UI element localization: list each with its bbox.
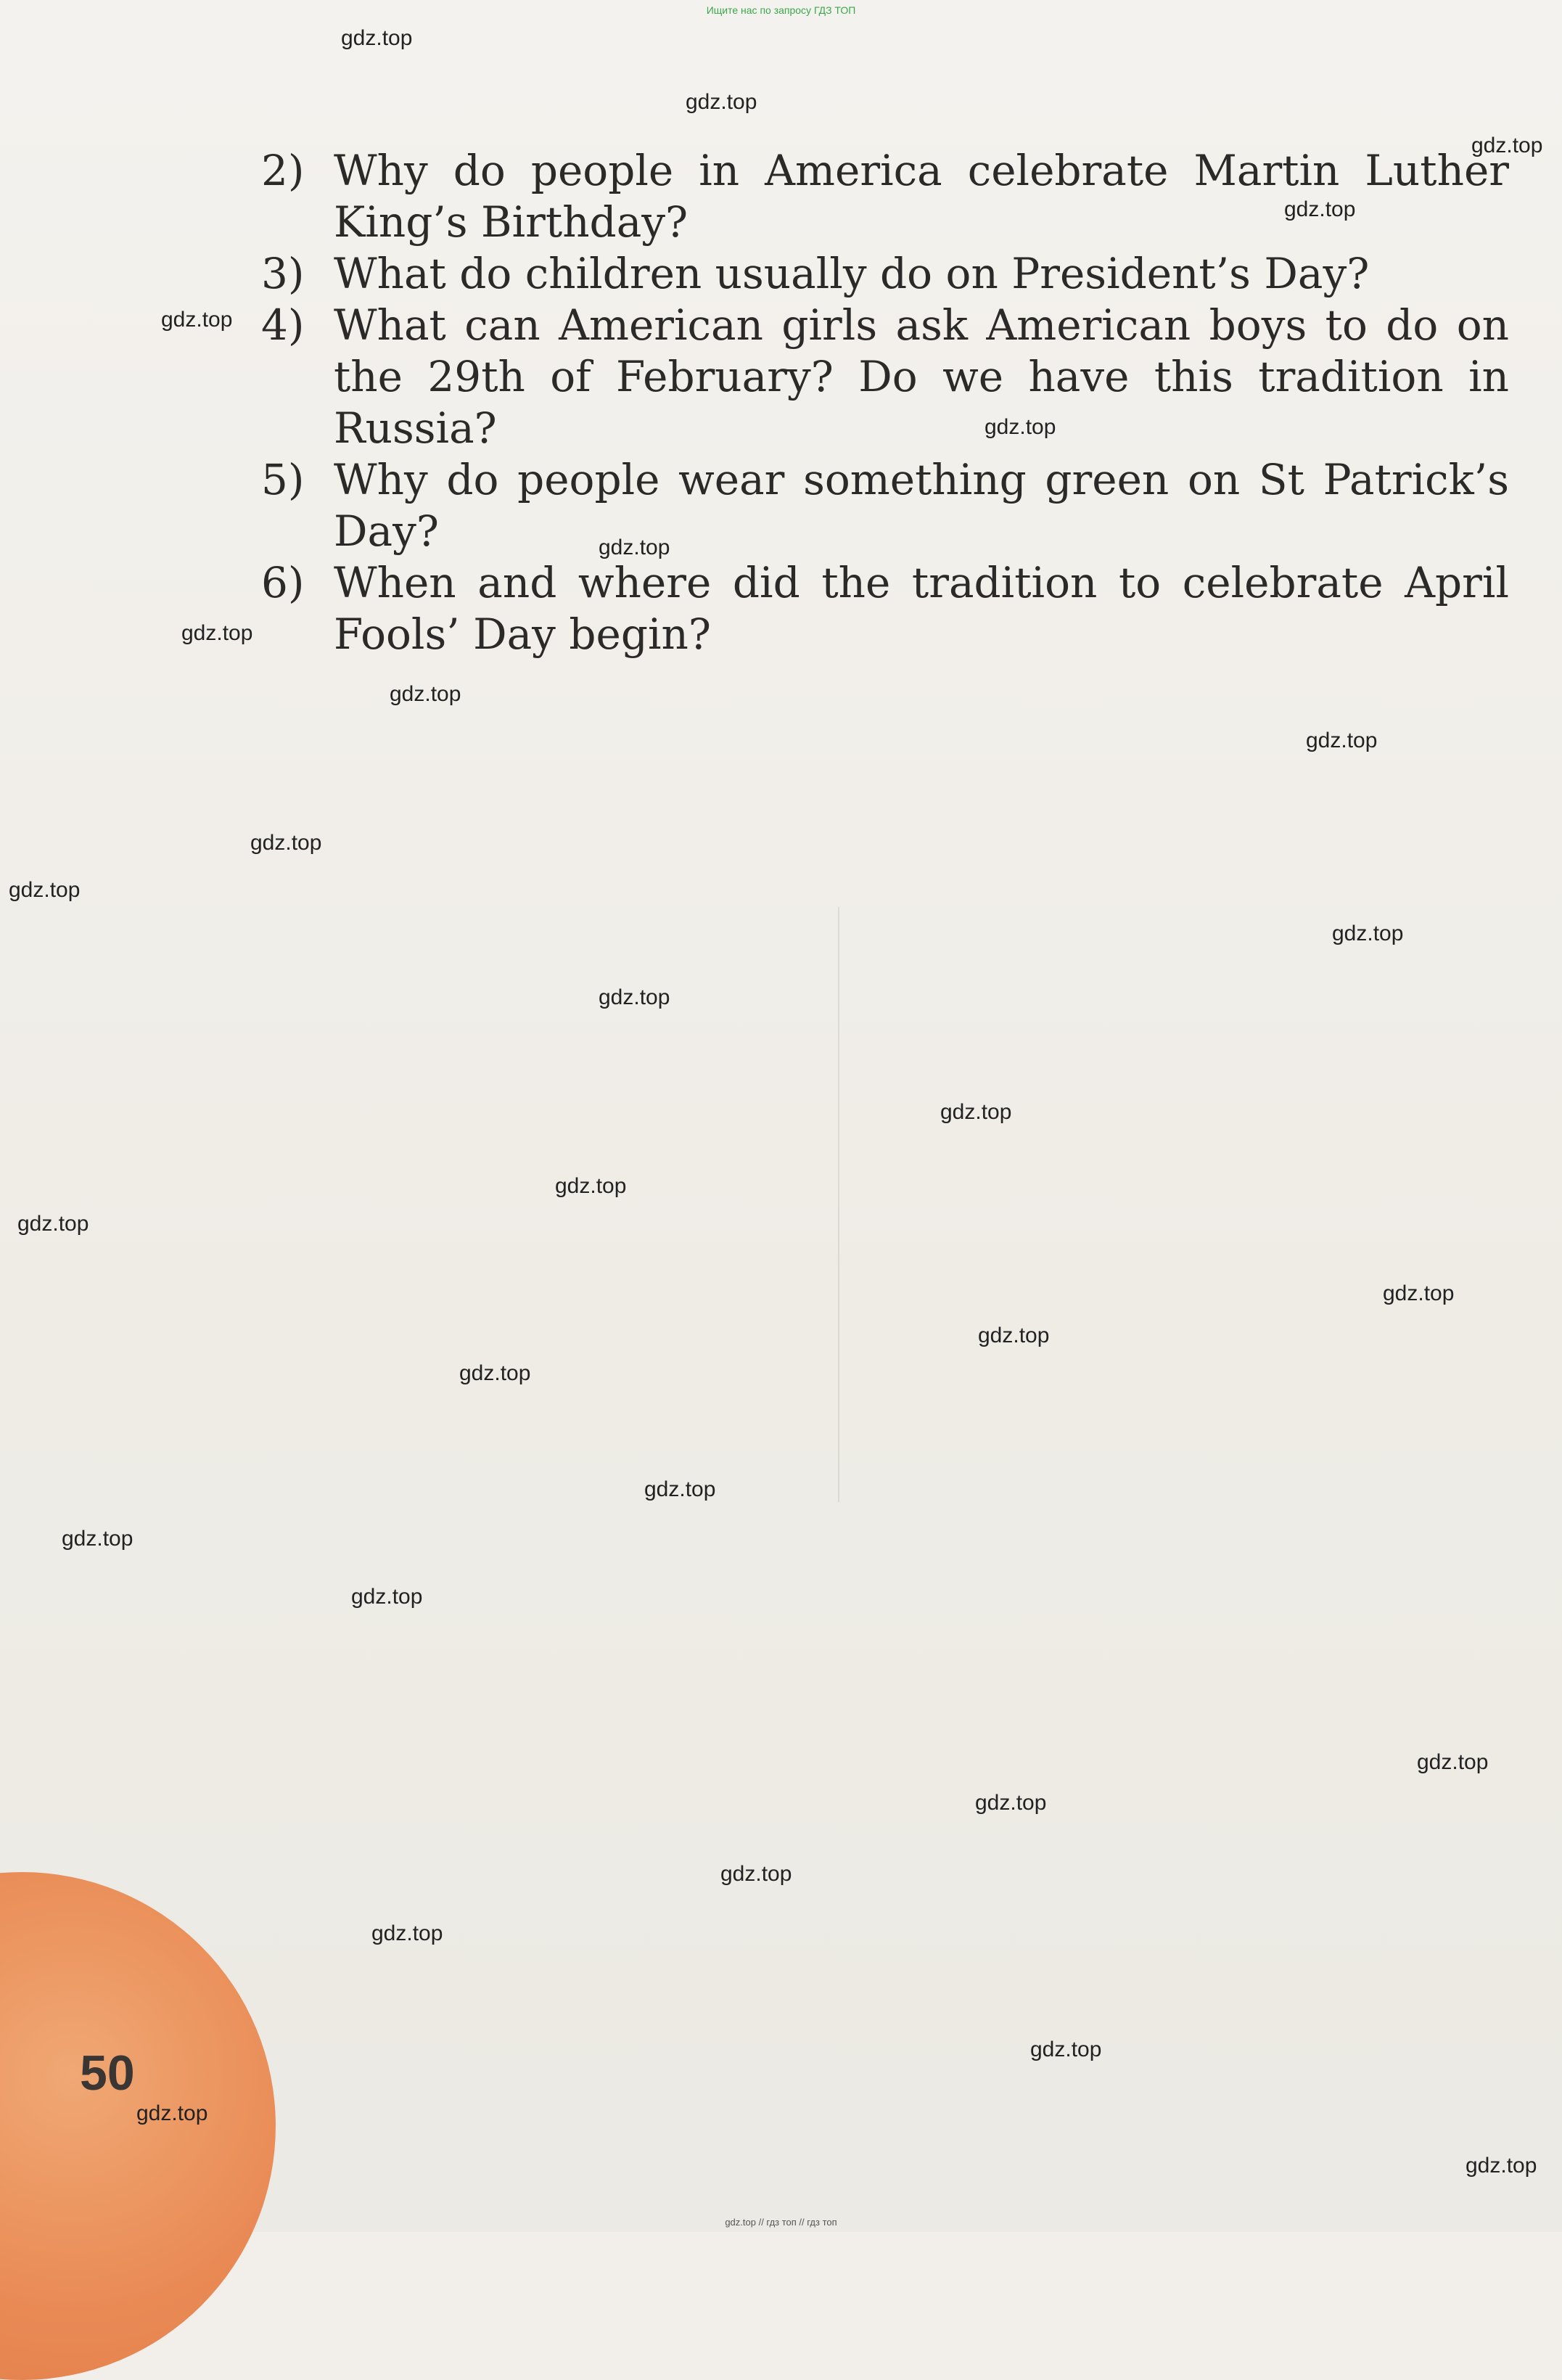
- watermark: gdz.top: [978, 1324, 1050, 1347]
- orange-corner-circle: [0, 1872, 276, 2380]
- top-banner[interactable]: Ищите нас по запросу ГДЗ ТОП: [706, 4, 856, 16]
- watermark: gdz.top: [390, 682, 461, 706]
- watermark: gdz.top: [599, 536, 670, 559]
- watermark: gdz.top: [341, 26, 413, 50]
- page-number: 50: [80, 2045, 135, 2101]
- watermark: gdz.top: [1306, 729, 1378, 752]
- question-text: Why do people wear something green on St Patrick’s Day?: [334, 455, 1509, 556]
- watermark: gdz.top: [161, 308, 233, 332]
- question-text: What do children usually do on President’s Day?: [334, 249, 1370, 298]
- question-number: 5): [261, 455, 305, 504]
- watermark: gdz.top: [1383, 1281, 1455, 1305]
- watermark: gdz.top: [62, 1527, 133, 1551]
- watermark: gdz.top: [17, 1212, 89, 1236]
- watermark: gdz.top: [686, 90, 757, 114]
- watermark: gdz.top: [1417, 1750, 1489, 1774]
- question-item: [261, 454, 1509, 557]
- watermark: gdz.top: [985, 415, 1056, 439]
- question-number: 3): [261, 249, 305, 298]
- watermark: gdz.top: [940, 1100, 1012, 1124]
- question-item: [261, 145, 1509, 248]
- watermark: gdz.top: [720, 1862, 792, 1886]
- question-text: What can American girls ask American boys to do on the 29th of February? Do we have this tradition in Russia?: [334, 300, 1509, 453]
- watermark: gdz.top: [136, 2101, 208, 2125]
- watermark: gdz.top: [351, 1585, 423, 1609]
- question-item: [261, 557, 1509, 660]
- question-number: 6): [261, 558, 305, 607]
- question-text: Why do people in America celebrate Martin Luther King’s Birthday?: [334, 146, 1509, 247]
- watermark: gdz.top: [1332, 922, 1404, 945]
- watermark: gdz.top: [1466, 2154, 1537, 2178]
- question-number: 4): [261, 300, 305, 350]
- bleed-line: [838, 907, 839, 1502]
- watermark: gdz.top: [1030, 2038, 1102, 2061]
- question-list: [261, 145, 1509, 660]
- watermark: gdz.top: [555, 1174, 627, 1198]
- question-item: [261, 300, 1509, 454]
- watermark: gdz.top: [599, 985, 670, 1009]
- watermark: gdz.top: [250, 831, 322, 855]
- watermark: gdz.top: [459, 1361, 531, 1385]
- watermark: gdz.top: [975, 1791, 1047, 1815]
- watermark: gdz.top: [1284, 197, 1356, 221]
- question-text: When and where did the tradition to celebrate April Fools’ Day begin?: [334, 558, 1509, 659]
- watermark: gdz.top: [644, 1477, 716, 1501]
- question-item: [261, 248, 1509, 300]
- watermark: gdz.top: [371, 1921, 443, 1945]
- question-number: 2): [261, 146, 305, 195]
- watermark: gdz.top: [1471, 134, 1543, 157]
- watermark: gdz.top: [181, 621, 253, 645]
- bottom-banner[interactable]: gdz.top // гдз топ // гдз топ: [725, 2217, 837, 2228]
- watermark: gdz.top: [9, 878, 81, 902]
